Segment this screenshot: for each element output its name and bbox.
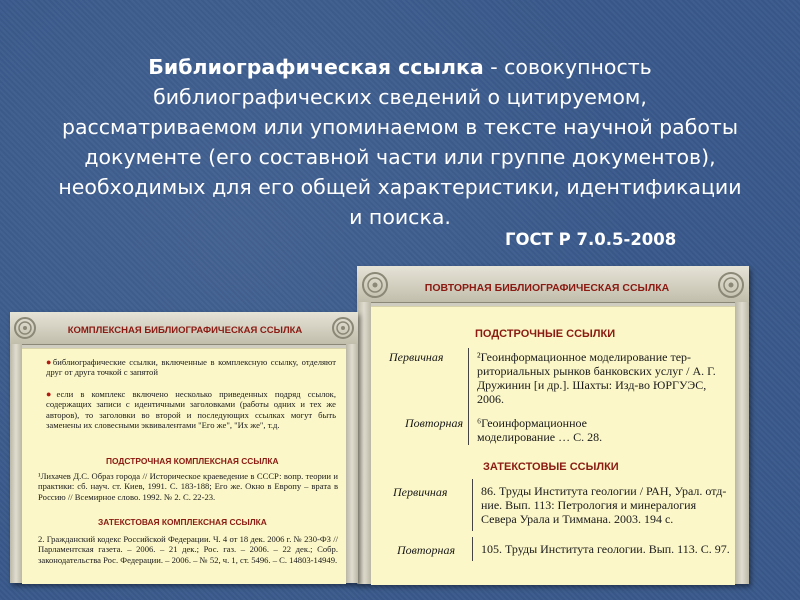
subsection-text: ¹Лихачев Д.С. Образ города // Историческое краеведение в СССР: вопр. теории и практики: сб. науч. ст. Киев, 1991. С. 183-188; Его же. Окно в Европу – врата в Россию // Всемирное слово. 1992. № 2. С. 22-23. bbox=[38, 471, 338, 502]
definition-term: Библиографическая ссылка bbox=[148, 55, 484, 79]
divider bbox=[468, 348, 469, 414]
bullet-text: библиографические ссылки, включенные в комплексную ссылку, отделяют друг от друга точкой с запятой bbox=[46, 357, 336, 378]
repeat-reference-panel bbox=[357, 266, 749, 584]
footnote-primary-label: Первичная bbox=[389, 350, 444, 364]
intext-primary-label: Первичная bbox=[393, 485, 448, 499]
volute-right-icon bbox=[330, 315, 356, 341]
bullet-text: если в комплекс включено несколько приведенных подряд ссылок, содержащих записи с идентичными заголовками (работы одних и тех же авторов), то заголовки во второй и последующих ссылках могут быть заменены их словесными эквивалентами "Его же", "Их же", т.д. bbox=[46, 389, 337, 431]
definition-text bbox=[58, 52, 742, 232]
column-right bbox=[735, 302, 749, 584]
volute-left-icon bbox=[360, 270, 390, 300]
definition-body: - совокупность библиографических сведений о цитируемом, рассматриваемом или упоминаемом в тексте научной работы документе (его составной части или группе документов), необходимых для его общей характеристики, идентификации и поиска. bbox=[58, 55, 742, 229]
subsection-heading: ПОДСТРОЧНАЯ КОМПЛЕКСНАЯ ССЫЛКА bbox=[106, 456, 279, 466]
divider bbox=[468, 413, 469, 445]
footnote-repeat-text: ⁶Геоинформационное моделирование … С. 28. bbox=[477, 416, 603, 444]
column-left bbox=[357, 302, 371, 584]
divider bbox=[472, 537, 473, 561]
panel-content bbox=[22, 348, 346, 584]
panel-title: КОМПЛЕКСНАЯ БИБЛИОГРАФИЧЕСКАЯ ССЫЛКА bbox=[67, 325, 303, 336]
footnote-primary-text: ²Геоинформационное моделирование тер-риториальных рынков банковских услуг / А. Г. Дружинин [и др.]. Шахты: Изд-во ЮРГУЭС, 2006. bbox=[477, 350, 716, 406]
volute-right-icon bbox=[716, 270, 746, 300]
subsection-heading: ЗАТЕКСТОВАЯ КОМПЛЕКСНАЯ ССЫЛКА bbox=[98, 517, 267, 527]
bullet-icon: ● bbox=[46, 357, 53, 367]
bullet-item bbox=[46, 389, 336, 431]
bullet-item bbox=[46, 357, 336, 378]
intext-primary-text: 86. Труды Института геологии / РАН, Урал. отд-ние. Вып. 113: Петрология и минералогия Севера Урала и Тиммана. 2003. 194 с. bbox=[481, 484, 727, 526]
intext-heading: ЗАТЕКСТОВЫЕ ССЫЛКИ bbox=[483, 461, 619, 473]
panel-title: ПОВТОРНАЯ БИБЛИОГРАФИЧЕСКАЯ ССЫЛКА bbox=[424, 282, 670, 294]
gost-reference: ГОСТ Р 7.0.5-2008 bbox=[505, 230, 677, 249]
footnote-heading: ПОДСТРОЧНЫЕ ССЫЛКИ bbox=[475, 328, 616, 340]
column-left bbox=[10, 344, 22, 583]
intext-repeat-text: 105. Труды Института геологии. Вып. 113. С. 97. bbox=[481, 542, 730, 556]
bullet-icon: ● bbox=[46, 389, 57, 399]
column-right bbox=[346, 344, 358, 583]
volute-left-icon bbox=[12, 315, 38, 341]
intext-repeat-label: Повторная bbox=[397, 543, 456, 557]
divider bbox=[472, 479, 473, 531]
subsection-text: 2. Гражданский кодекс Российской Федерации. Ч. 4 от 18 дек. 2006 г. № 230-ФЗ // Парламентская газета. – 2006. – 21 дек.; Рос. газ. – 2006. – 22 дек.; Собр. законодательства Рос. Федерации. – 2006. – № 52, ч. 1, ст. 5496. – С. 14803-14949. bbox=[38, 534, 338, 565]
complex-reference-panel bbox=[10, 312, 358, 583]
footnote-repeat-label: Повторная bbox=[405, 416, 464, 430]
panel-content bbox=[371, 306, 735, 585]
